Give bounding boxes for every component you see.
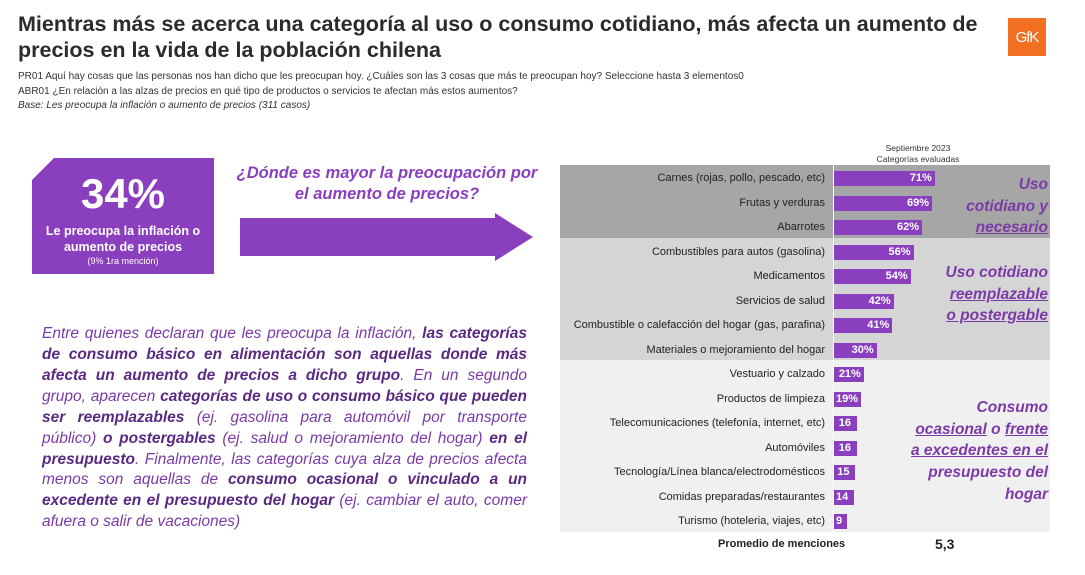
- data-label: 41%: [867, 319, 890, 331]
- chart-header: Septiembre 2023 Categorías evaluadas: [876, 143, 960, 164]
- question-pr01: PR01 Aquí hay cosas que las personas nos han dicho que les preocupan hoy. ¿Cuáles son las 3 cosas que más te preocupan hoy? Seleccione hasta 3 elementos0: [18, 71, 744, 82]
- category-label: Tecnología/Línea blanca/electrodomésticos: [614, 466, 825, 478]
- group-label-1: Uso cotidiano y necesario: [966, 176, 1048, 237]
- data-label: 16: [838, 441, 851, 454]
- data-label: 71%: [909, 172, 932, 184]
- base-note: Base: Les preocupa la inflación o aumento de precios (311 casos): [18, 100, 311, 111]
- summary-paragraph: Entre quienes declaran que les preocupa la inflación, las categorías de consumo básico en alimentación son aquellas donde más afecta un aumento de precios a dicho grupo. En un segundo grupo, aparecen categorías de uso o consumo básico que pueden ser reemplazables (ej. gasolina para automóvil por transporte público) o postergables (ej. salud o mejoramiento del hogar) en el presupuesto. Finalmente, las categorías cuya alza de precios afecta menos son aquellas de consumo ocasional o vinculado a un excedente en el presupuesto del hogar (ej. cambiar el auto, comer afuera o salir de vacaciones): [42, 325, 528, 531]
- category-label: Servicios de salud: [735, 294, 825, 307]
- question-abr01: ABR01 ¿En relación a las alzas de precios en qué tipo de productos o servicios te afectan más estos aumentos?: [18, 86, 518, 97]
- kpi-label: Le preocupa la inflación o aumento de precios: [45, 224, 201, 254]
- kpi-value: 34%: [80, 170, 166, 217]
- category-label: Vestuario y calzado: [729, 368, 825, 380]
- data-label: 19%: [836, 392, 859, 405]
- gfk-logo: GfK: [1008, 18, 1046, 56]
- kpi-sub: (9% 1ra mención): [87, 256, 159, 266]
- data-label: 14: [836, 490, 849, 503]
- data-label: 54%: [885, 270, 908, 282]
- question-heading: ¿Dónde es mayor la preocupación por el aumento de precios?: [236, 164, 538, 204]
- category-label: Productos de limpieza: [716, 392, 825, 405]
- arrow-head-icon: [495, 213, 533, 261]
- group-label-3: Consumo ocasional o frente a excedentes en el presupuesto del hogar: [911, 399, 1048, 503]
- kpi-card: [32, 158, 214, 274]
- data-label: 69%: [906, 196, 929, 209]
- data-label: 15: [837, 466, 850, 478]
- category-label: Comidas preparadas/restaurantes: [658, 490, 825, 503]
- kpi-corner-cut: [32, 158, 54, 180]
- page-title: Mientras más se acerca una categoría al uso o consumo cotidiano, más afecta un aumento de precios en la vida de la población chilena: [18, 12, 978, 62]
- group-label-2: Uso cotidiano reemplazable o postergable: [945, 264, 1048, 325]
- category-label: Turismo (hoteleria, viajes, etc): [678, 515, 825, 527]
- data-label: 30%: [851, 343, 874, 356]
- average-label: Promedio de menciones: [718, 538, 846, 550]
- arrow-right-icon: [240, 218, 495, 256]
- data-label: 62%: [897, 221, 920, 233]
- data-label: 9: [836, 515, 843, 527]
- category-label: Frutas y verduras: [739, 196, 825, 209]
- category-label: Automóviles: [765, 441, 825, 454]
- category-label: Materiales o mejoramiento del hogar: [646, 343, 825, 356]
- category-label: Combustibles para autos (gasolina): [651, 245, 825, 258]
- data-label: 56%: [888, 245, 911, 258]
- data-label: 21%: [838, 368, 861, 380]
- category-label: Carnes (rojas, pollo, pescado, etc): [657, 172, 825, 184]
- category-label: Combustible o calefacción del hogar (gas, parafina): [573, 319, 825, 331]
- average-value: 5,3: [935, 536, 955, 552]
- data-label: 42%: [868, 294, 891, 307]
- category-label: Abarrotes: [777, 221, 825, 233]
- category-label: Medicamentos: [753, 270, 825, 282]
- data-label: 16: [838, 417, 851, 429]
- category-label: Telecomunicaciones (telefonía, internet, etc): [609, 417, 825, 429]
